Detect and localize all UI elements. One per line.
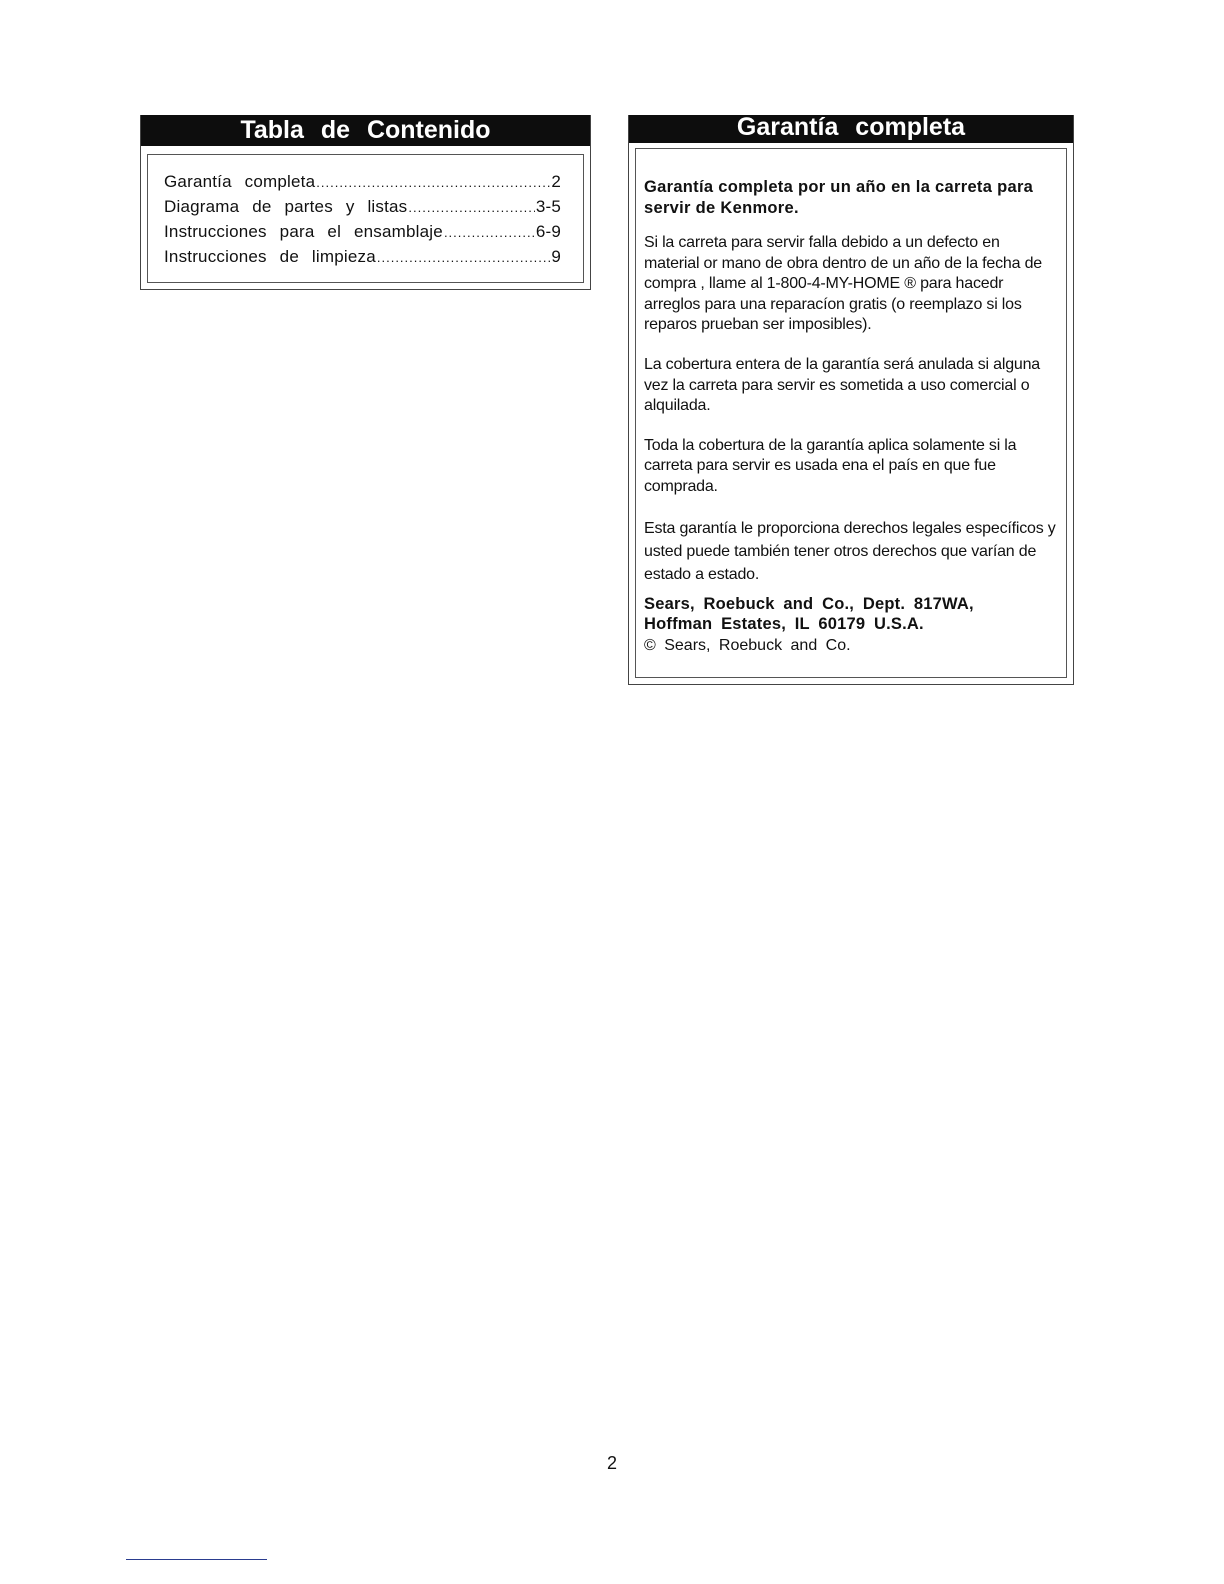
warranty-address-line: Sears, Roebuck and Co., Dept. 817WA,	[644, 594, 974, 613]
warranty-paragraph: Si la carreta para servir falla debido a un defecto en material or mano de obra dentro de un año de la fecha de compra , llame al 1-800-4-MY-HOME ® para hacedr arreglos para una reparacíon gratis (o reemplazo si los reparos prueban ser imposibles).	[644, 234, 1042, 334]
warranty-paragraph: Toda la cobertura de la garantía aplica solamente si la carreta para servir es usada ena el país en que fue comprada.	[644, 436, 1017, 495]
warranty-paragraph: La cobertura entera de la garantía será anulada si alguna vez la carreta para servir es sometida a uso comercial o alquilada.	[644, 355, 1040, 415]
warranty-title: Garantía completa	[629, 115, 1073, 143]
toc-leader-dots	[377, 246, 550, 270]
warranty-paragraph: Esta garantía le proporciona derechos legales específicos y usted puede también tener otros derechos que varían de estado a estado.	[644, 519, 1056, 583]
toc-entry	[164, 195, 561, 220]
table-of-contents-panel	[140, 115, 591, 290]
toc-leader-dots	[408, 196, 534, 220]
toc-list	[147, 154, 584, 283]
toc-leader-dots	[444, 221, 535, 245]
toc-entry-title: Instrucciones de limpieza	[164, 247, 376, 266]
warranty-address-line: Hoffman Estates, IL 60179 U.S.A.	[644, 615, 924, 634]
toc-entry	[164, 245, 561, 270]
copyright-notice: © Sears, Roebuck and Co.	[644, 636, 851, 654]
warranty-panel	[628, 115, 1074, 685]
toc-entry-title: Diagrama de partes y listas	[164, 197, 408, 216]
warranty-body	[635, 148, 1067, 678]
toc-entry-page: 2	[551, 172, 561, 191]
footnote-divider	[126, 1559, 267, 1560]
toc-title: Tabla de Contenido	[141, 115, 590, 146]
toc-entry-page: 6-9	[535, 222, 561, 241]
toc-entry-title: Instrucciones para el ensamblaje	[164, 222, 443, 241]
toc-entry-page: 3-5	[535, 197, 561, 216]
toc-entry	[164, 220, 561, 245]
page-number: 2	[606, 1453, 617, 1473]
toc-entry	[164, 170, 561, 195]
warranty-heading: Garantía completa por un año en la carreta para servir de Kenmore.	[644, 178, 1034, 217]
toc-leader-dots	[316, 171, 550, 195]
toc-entry-title: Garantía completa	[164, 172, 316, 191]
toc-entry-page: 9	[551, 247, 561, 266]
